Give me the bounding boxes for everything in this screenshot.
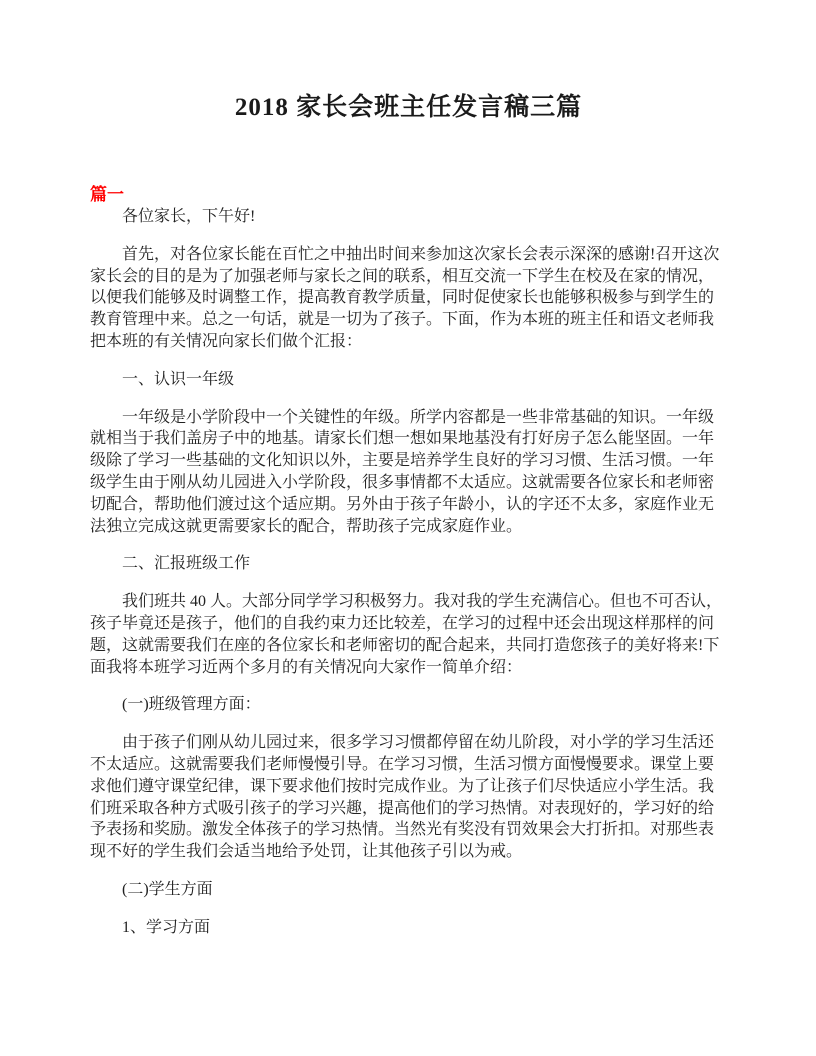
section-heading-class-management: (一)班级管理方面： [122, 696, 261, 714]
paragraph-class-management-detail: 由于孩子们刚从幼儿园过来，很多学习习惯都停留在幼儿阶段，对小学的学习生活还不太适应。这就需要我们老师慢慢引导。在学习习惯，生活习惯方面慢慢要求。课堂上要求他们遵守课堂纪律，课下要求他们按时完成作业。为了让孩子们尽快适应小学生活。我们班采取各种方式吸引孩子的学习兴趣，提高他们的学习热情。对表现好的，学习好的给予表扬和奖励。激发全体孩子的学习热情。当然光有奖没有罚效果会大打折扣。对那些表现不好的学生我们会适当地给予处罚，让其他孩子引以为戒。 [90, 734, 715, 861]
paragraph-class-size-report: 我们班共 40 人。大部分同学学习积极努力。我对我的学生充满信心。但也不可否认，孩子毕竟还是孩子，他们的自我约束力还比较差，在学习的过程中还会出现这样那样的问题，这就需要我们在座的各位家长和老师密切的配合起来，共同打造您孩子的美好将来!下面我将本班学习近两个多月的有关情况向大家作一简单介绍： [90, 593, 723, 676]
section-heading-students-aspect: (二)学生方面 [122, 880, 213, 898]
section-heading-know-first-grade: 一、认识一年级 [122, 370, 235, 388]
paragraph-intro: 首先，对各位家长能在百忙之中抽出时间来参加这次家长会表示深深的感谢!召开这次家长会的目的是为了加强老师与家长之间的联系，相互交流一下学生在校及在家的情况，以便我们能够及时调整工作，提高教育教学质量，同时促使家长也能够积极参与到学生的教育管理中来。总之一句话，就是一切为了孩子。下面，作为本班的班主任和语文老师我把本班的有关情况向家长们做个汇报： [90, 245, 720, 350]
document-title: 2018 家长会班主任发言稿三篇 [234, 94, 583, 121]
section-heading-study-aspect: 1、学习方面 [122, 918, 211, 936]
paragraph-greeting: 各位家长，下午好! [122, 208, 256, 225]
section-label-part-one: 篇一 [90, 185, 124, 204]
section-heading-class-work-report: 二、汇报班级工作 [122, 555, 251, 573]
paragraph-first-grade-foundation: 一年级是小学阶段中一个关键性的年级。所学内容都是一些非常基础的知识。一年级就相当于我们盖房子中的地基。请家长们想一想如果地基没有打好房子怎么能坚固。一年级除了学习一些基础的文化知识以外，主要是培养学生良好的学习习惯、生活习惯。一年级学生由于刚从幼儿园进入小学阶段，很多事情都不太适应。这就需要各位家长和老师密切配合，帮助他们渡过这个适应期。另外由于孩子年龄小，认的字还不太多，家庭作业无法独立完成这就更需要家长的配合，帮助孩子完成家庭作业。 [90, 408, 715, 535]
